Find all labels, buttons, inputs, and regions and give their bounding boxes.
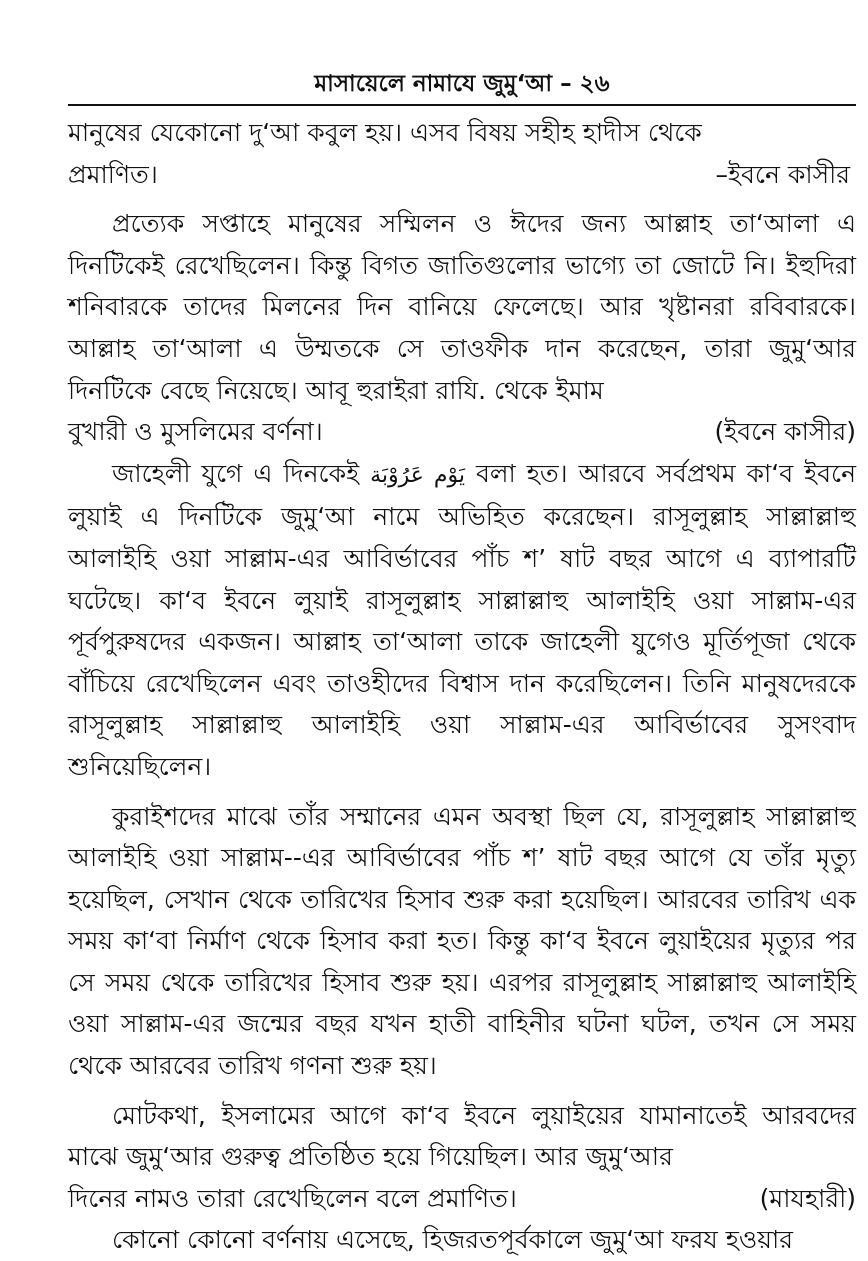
- header-title: মাসায়েলে নামাযে জুমু‘আ – ২৬: [314, 71, 610, 97]
- paragraph-3-before: জাহেলী যুগে এ দিনকেই: [112, 458, 360, 488]
- citation-ibn-kathir-1: –ইবনে কাসীর: [715, 159, 850, 189]
- paragraph-6: কোনো কোনো বর্ণনায় এসেছে, হিজরতপূর্বকালে জুমু‘আ ফরয হওয়ার: [112, 1225, 793, 1255]
- running-header: [68, 64, 856, 106]
- citation-mazhari: (মাযহারী): [759, 1183, 856, 1213]
- paragraph-3-after: বলা হত। আরবে সর্বপ্রথম কা‘ব ইবনে লুয়াই এ দিনটিকে জুমু‘আ নামে অভিহিত করেছেন। রাসূলুল্লাহ সাল্লাল্লাহু আলাইহি ওয়া সাল্লাম-এর আবির্ভাবের পাঁচ শ’ ষাট বছর আগে এ ব্যাপারটি ঘটেছে। কা‘ব ইবনে লুয়াই রাসূলুল্লাহ সাল্লাল্লাহু আলাইহি ওয়া সাল্লাম-এর পূর্বপুরুষদের একজন। আল্লাহ তা‘আলা তাকে জাহেলী যুগেও মূর্তিপূজা থেকে বাঁচিয়ে রেখেছিলেন এবং তাওহীদের বিশ্বাস দান করেছিলেন। তিনি মানুষদেরকে রাসূলুল্লাহ সাল্লাল্লাহু আলাইহি ওয়া সাল্লাম-এর আবির্ভাবের সুসংবাদ শুনিয়েছিলেন।: [68, 458, 856, 781]
- paragraph-1-line-1: মানুষের যেকোনো দু‘আ কবুল হয়। এসব বিষয় সহীহ হাদীস থেকে: [68, 118, 702, 147]
- paragraph-1-left: প্রমাণিত।: [68, 159, 158, 189]
- paragraph-2: প্রত্যেক সপ্তাহে মানুষের সম্মিলন ও ঈদের জন্য আল্লাহ তা‘আলা এ দিনটিকেই রেখেছিলেন। কিন্তু বিগত জাতিগুলোর ভাগ্যে তা জোটে নি। ইহুদিরা শনিবারকে তাদের মিলনের দিন বানিয়ে ফেলেছে। আর খৃষ্টানরা রবিবারকে। আল্লাহ তা‘আলা এ উম্মতকে সে তাওফীক দান করেছেন, তারা জুমু‘আর দিনটিকে বেছে নিয়েছে। আবূ হুরাইরা রাযি. থেকে ইমাম: [68, 209, 856, 405]
- paragraph-1-line-2: [68, 154, 856, 196]
- paragraph-5-left: দিনের নামও তারা রেখেছিলেন বলে প্রমাণিত।: [68, 1183, 517, 1213]
- page-body: [68, 112, 856, 1261]
- arabic-phrase: يَوْم عَرُوْبَة: [370, 462, 466, 488]
- paragraph-2-last-line: [68, 411, 856, 453]
- paragraph-4: কুরাইশদের মাঝে তাঁর সম্মানের এমন অবস্থা ছিল যে, রাসূলুল্লাহ সাল্লাল্লাহু আলাইহি ওয়া সাল্লাম--এর আবির্ভাবের পাঁচ শ’ ষাট বছর আগে যে তাঁর মৃত্যু হয়েছিল, সেখান থেকে তারিখের হিসাব শুরু করা হয়েছিল। আরবের তারিখ এক সময় কা‘বা নির্মাণ থেকে হিসাব করা হত। কিন্তু কা‘ব ইবনে লুয়াইয়ের মৃত্যুর পর সে সময় থেকে তারিখের হিসাব শুরু হয়। এরপর রাসূলুল্লাহ সাল্লাল্লাহু আলাইহি ওয়া সাল্লাম-এর জন্মের বছর যখন হাতী বাহিনীর ঘটনা ঘটল, তখন সে সময় থেকে আরবের তারিখ গণনা শুরু হয়।: [68, 801, 856, 1081]
- paragraph-5: মোটকথা, ইসলামের আগে কা‘ব ইবনে লুয়াইয়ের যামানাতেই আরবদের মাঝে জুমু‘আর গুরুত্ব প্রতিষ্ঠিত হয়ে গিয়েছিল। আর জুমু‘আর: [68, 1100, 856, 1172]
- paragraph-2-left: বুখারী ও মুসলিমের বর্ণনা।: [68, 417, 323, 447]
- citation-ibn-kathir-2: (ইবনে কাসীর): [714, 417, 856, 447]
- paragraph-5-last-line: [68, 1178, 856, 1220]
- paragraph-3: [68, 453, 856, 788]
